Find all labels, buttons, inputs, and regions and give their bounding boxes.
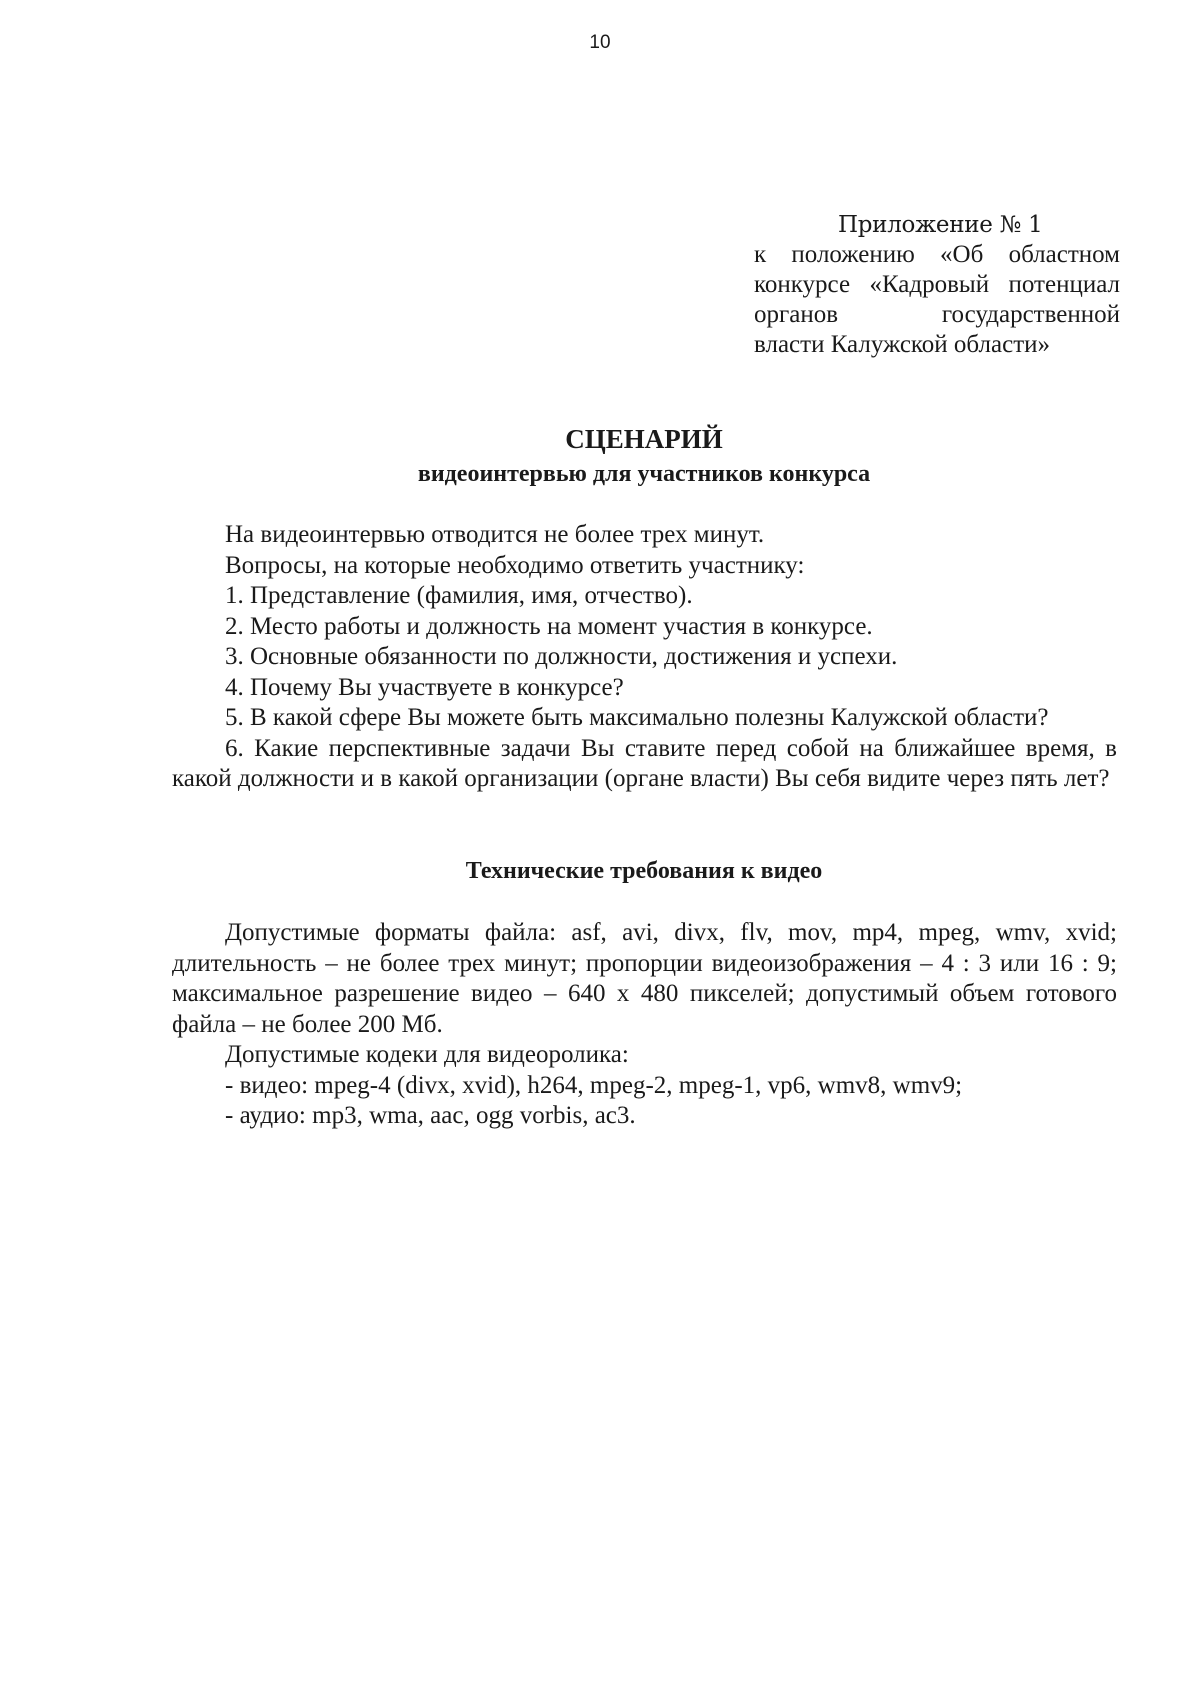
question-item: 4. Почему Вы участвуете в конкурсе? [225,673,624,701]
intro-paragraph: На видеоинтервью отводится не более трех минут. [225,521,765,548]
appendix-line: власти Калужской области» [754,331,1050,358]
page-number: 10 [589,32,611,53]
appendix-line: органов государственной [754,301,1120,328]
codecs-lead: Допустимые кодеки для видеоролика: [225,1041,629,1068]
appendix-line: конкурсе «Кадровый потенциал [754,271,1120,298]
technical-body [172,918,1117,1132]
video-codecs: - видео: mpeg-4 (divx, xvid), h264, mpeg-2, mpeg-1, vp6, wmv8, wmv9; [225,1071,963,1099]
appendix-note [754,210,1120,360]
scenario-title: СЦЕНАРИЙ [565,424,723,454]
appendix-title: Приложение № 1 [838,212,1043,238]
technical-title: Технические требования к видео [465,858,823,884]
question-item: 5. В какой сфере Вы можете быть максимально полезны Калужской области? [225,704,1049,731]
question-item: 6. Какие перспективные задачи Вы ставите перед собой на ближайшее время, в какой должности и в какой организации (органе власти) Вы себя видите через пять лет? [172,734,1117,792]
audio-codecs: - аудио: mp3, wma, aac, ogg vorbis, ac3. [225,1102,636,1129]
scenario-body [172,520,1117,795]
questions-lead: Вопросы, на которые необходимо ответить участнику: [225,551,805,579]
formats-paragraph: Допустимые форматы файла: asf, avi, divx, flv, mov, mp4, mpeg, wmv, xvid; длительность – не более трех минут; пропорции видеоизображения – 4 : 3 или 16 : 9; максимальное разрешение видео – 640 х 480 пикселей; допустимый объем готового файла – не более 200 Мб. [172,919,1117,1038]
question-item: 2. Место работы и должность на момент участия в конкурсе. [225,612,873,640]
appendix-line: к положению «Об областном [754,241,1120,268]
scenario-subtitle: видеоинтервью для участников конкурса [417,461,871,487]
question-item: 1. Представление (фамилия, имя, отчество). [225,582,693,609]
question-item: 3. Основные обязанности по должности, достижения и успехи. [225,643,898,670]
